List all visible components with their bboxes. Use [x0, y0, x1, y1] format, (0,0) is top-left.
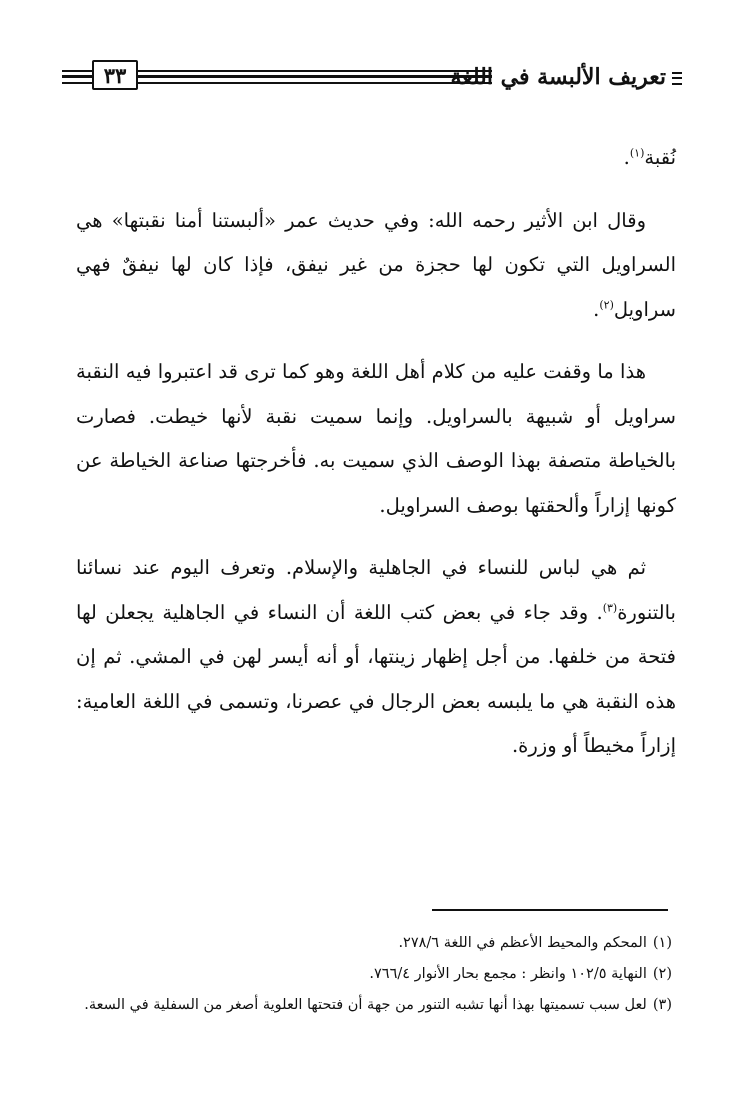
running-title-text: تعريف الألبسة في اللغة: [450, 64, 666, 90]
footnotes: [60, 928, 672, 1021]
paragraph-2: [76, 199, 676, 333]
paragraph-4-text: ثم هي لباس للنساء في الجاهلية والإسلام. وتعرف اليوم عند نسائنا بالتنورة: [76, 556, 676, 624]
title-marker-icon: [672, 72, 682, 85]
paragraph-1-text: نُقبة: [644, 146, 676, 169]
page-number: ٣٣: [92, 60, 138, 90]
paragraph-4-tail: . وقد جاء في بعض كتب اللغة أن النساء في الجاهلية يجعلن لها فتحة من خلفها. من أجل إظهار زينتها، أو أنه أيسر لهن في المشي. ثم إن هذه النقبة هي ما يلبسه بعض الرجال في عصرنا، وتسمى في اللغة العامية: إزاراً مخيطاً أو وزرة.: [76, 600, 676, 757]
footnote-text: لعل سبب تسميتها بهذا أنها تشبه التنور من جهة أن فتحتها العلوية أصغر من السفلية في السعة.: [84, 997, 647, 1013]
page-header: [62, 60, 682, 96]
footnote-ref-2: (٢): [599, 298, 614, 311]
footnote-ref-1: (١): [629, 146, 645, 160]
paragraph-3: [76, 350, 676, 528]
paragraph-1-tail: .: [623, 146, 630, 169]
footnote-3: [60, 990, 672, 1021]
footnote-number: (١): [652, 935, 672, 951]
footnote-separator: [432, 909, 668, 911]
footnote-text: النهاية ١٠٢/٥ وانظر : مجمع بحار الأنوار ٧٦٦/٤.: [369, 966, 647, 982]
footnote-text: المحكم والمحيط الأعظم في اللغة ٢٧٨/٦.: [398, 935, 647, 951]
paragraph-1: [76, 136, 676, 181]
footnote-number: (٣): [652, 997, 672, 1013]
footnote-ref-3: (٣): [602, 601, 618, 614]
paragraph-2-tail: .: [593, 297, 600, 321]
paragraph-3-text: هذا ما وقفت عليه من كلام أهل اللغة وهو كما ترى قد اعتبروا فيه النقبة سراويل أو شبيهة بالسراويل. وإنما سميت نقبة لأنها خيطت. فصارت بالخياطة متصفة بهذا الوصف الذي سميت به. فأخرجتها صناعة الخياطة عن كونها إزاراً وألحقتها بوصف السراويل.: [76, 360, 676, 517]
footnote-1: [60, 928, 672, 959]
body-text: [76, 136, 676, 769]
paragraph-2-text: وقال ابن الأثير رحمه الله: وفي حديث عمر «ألبستنا أمنا نقبتها» هي السراويل التي تكون لها حجزة من غير نيفق، فإذا كان لها نيفقٌ فهي سراويل: [76, 208, 676, 321]
footnote-2: [60, 959, 672, 990]
footnote-number: (٢): [652, 966, 672, 982]
paragraph-4: [76, 546, 676, 769]
